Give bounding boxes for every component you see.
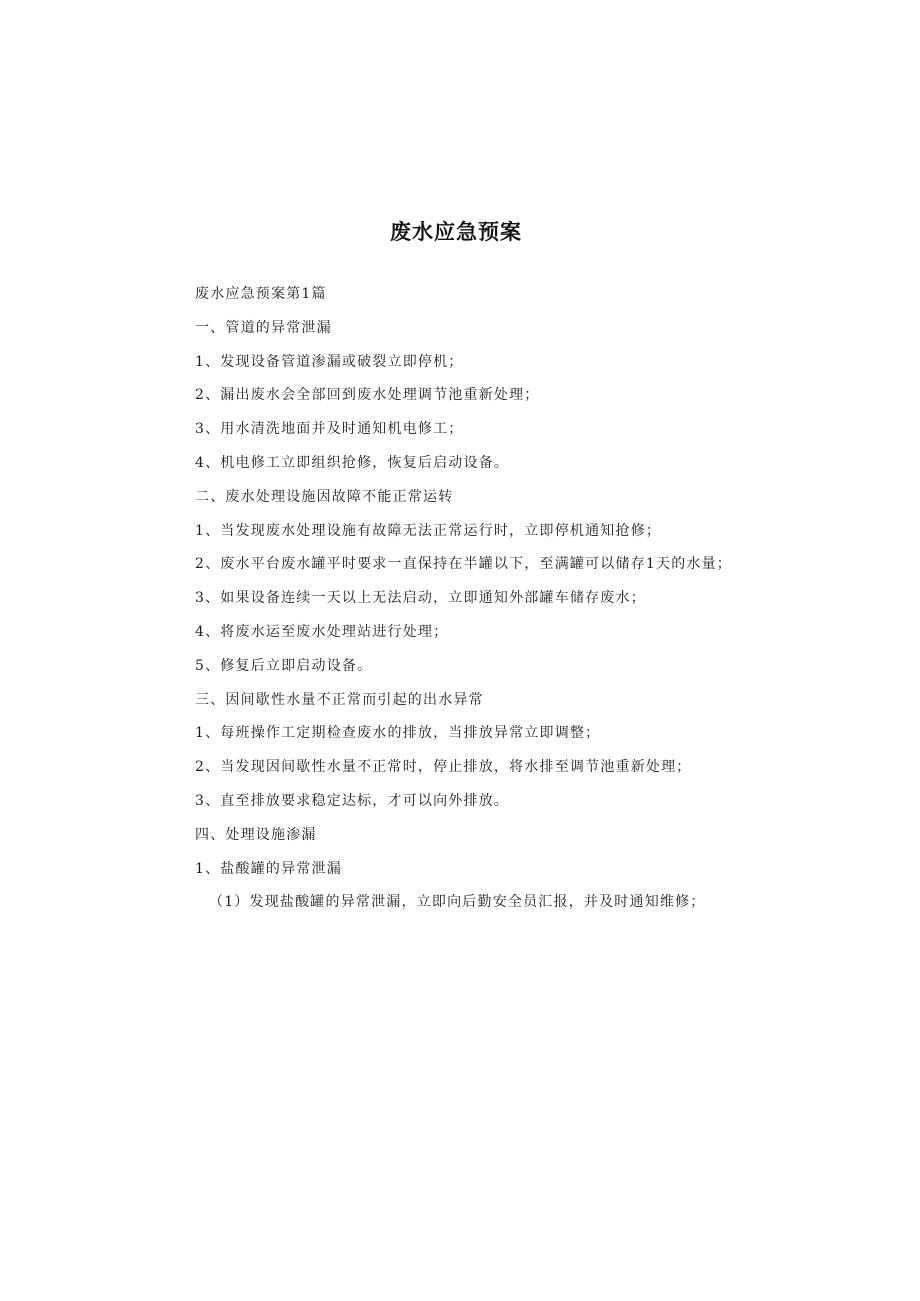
section-heading-3: 三、因间歇性水量不正常而引起的出水异常 — [195, 691, 484, 708]
list-item: 5、修复后立即启动设备。 — [195, 657, 373, 674]
document-body — [195, 284, 755, 926]
section-heading-4: 四、处理设施渗漏 — [195, 826, 317, 843]
list-item: 2、当发现因间歇性水量不正常时，停止排放，将水排至调节池重新处理； — [195, 759, 692, 776]
list-item: 4、将废水运至废水处理站进行处理； — [195, 623, 449, 640]
section-heading-2: 二、废水处理设施因故障不能正常运转 — [195, 488, 454, 505]
list-item: 2、漏出废水会全部回到废水处理调节池重新处理； — [195, 387, 540, 404]
list-item: 3、直至排放要求稳定达标，才可以向外排放。 — [195, 792, 510, 809]
section-subtitle: 废水应急预案第1篇 — [195, 286, 327, 302]
list-item: 1、当发现废水处理设施有故障无法正常运行时，立即停机通知抢修； — [195, 522, 662, 539]
list-item: 3、如果设备连续一天以上无法启动，立即通知外部罐车储存废水； — [195, 590, 646, 607]
list-item: 3、用水清洗地面并及时通知机电修工； — [195, 421, 464, 438]
document-title: 废水应急预案 — [390, 220, 522, 244]
list-item: 1、每班操作工定期检查废水的排放，当排放异常立即调整； — [195, 725, 601, 742]
list-item: 2、废水平台废水罐平时要求一直保持在半罐以下，至满罐可以储存1天的水量； — [195, 556, 733, 573]
sub-list-item: （1）发现盐酸罐的异常泄漏，立即向后勤安全员汇报，并及时通知维修； — [209, 894, 706, 911]
list-item: 1、发现设备管道渗漏或破裂立即停机； — [195, 353, 464, 370]
list-item: 4、机电修工立即组织抢修，恢复后启动设备。 — [195, 454, 510, 471]
section-heading-1: 一、管道的异常泄漏 — [195, 319, 332, 336]
sub-heading: 1、盐酸罐的异常泄漏 — [195, 860, 342, 877]
